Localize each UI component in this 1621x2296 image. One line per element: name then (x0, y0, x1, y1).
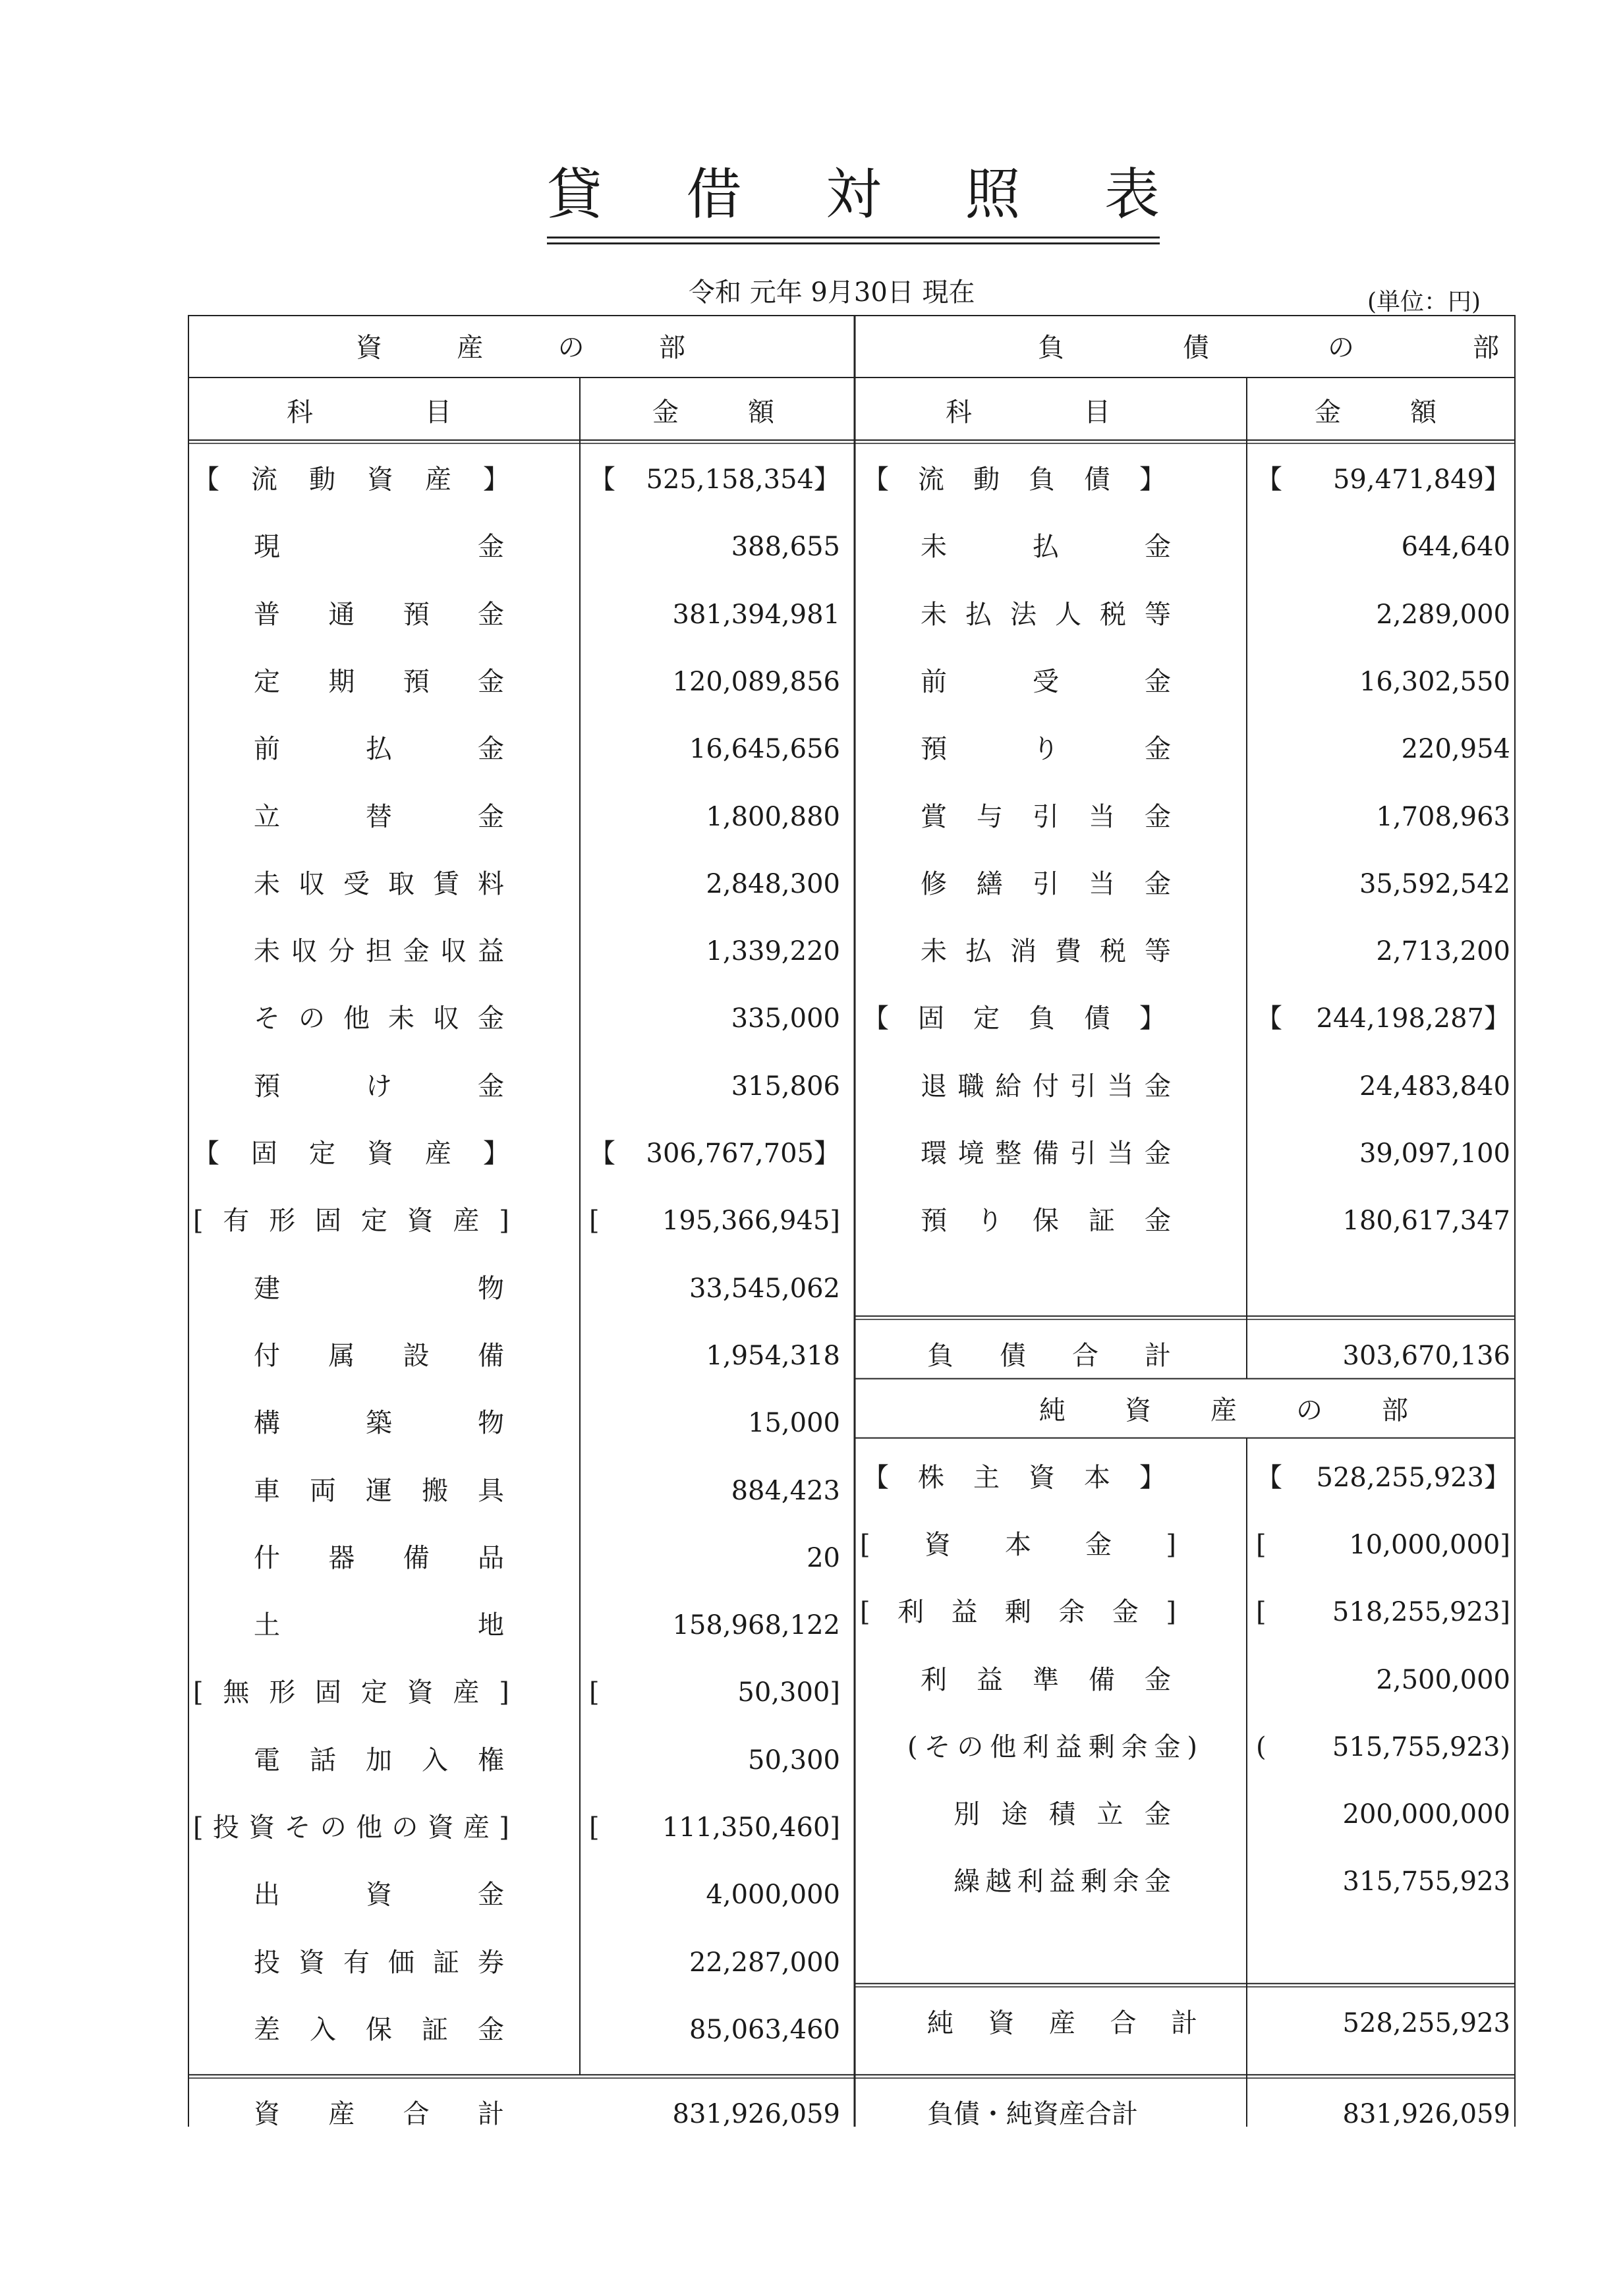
grand-total-label: 負債・純資産合計 (927, 2099, 1138, 2130)
liabilities-row-label: 前 受 金 (921, 666, 1171, 697)
assets-row-label: 【 固 定 資 産 】 (193, 1138, 509, 1169)
liabilities-row-amount: 180,617,347 (1342, 1206, 1510, 1237)
assets-row-label: 車 両 運 搬 具 (254, 1475, 504, 1506)
bracket-open: 【 (589, 1138, 615, 1169)
net-assets-total-label: 純 資 産 合 計 (927, 2007, 1197, 2038)
net_assets-row-label: 繰 越 利 益 剰 余 金 (953, 1866, 1171, 1897)
unit-label: (単位：円) (1367, 289, 1481, 316)
assets-row-label: 出 資 金 (254, 1880, 504, 1911)
liabilities-col-amount: 金 額 (1315, 397, 1436, 428)
assets-row-label: 【 流 動 資 産 】 (193, 464, 509, 495)
assets-row-amount: 20 (807, 1542, 840, 1573)
net_assets-row-label: [ 利 益 剰 余 金 ] (860, 1597, 1176, 1628)
assets-row-amount: 158,968,122 (672, 1610, 840, 1641)
assets-row-amount: 306,767,705】 (646, 1138, 840, 1169)
liabilities-row-label: 環 境 整 備 引 当 金 (921, 1138, 1171, 1169)
title-char: 借 (686, 162, 742, 227)
liabilities-row-amount: 220,954 (1401, 734, 1510, 765)
liabilities-row-label: 預 り 保 証 金 (921, 1206, 1171, 1237)
page-title (547, 150, 1160, 238)
liabilities-row-label: 【 流 動 負 債 】 (863, 464, 1166, 495)
net_assets-row-amount: 518,255,923] (1332, 1597, 1510, 1628)
assets-row-label: 構 築 物 (254, 1408, 504, 1439)
assets-row-label: 土 地 (254, 1610, 504, 1641)
net_assets-row-label: ( そ の 他 利 益 剰 余 金 ) (907, 1731, 1197, 1762)
liabilities-row-label: 未 払 金 (921, 532, 1171, 563)
assets-row-amount: 50,300] (737, 1677, 840, 1708)
liabilities-row-label: 退 職 給 付 引 当 金 (921, 1071, 1171, 1102)
liabilities-row-amount: 2,713,200 (1376, 936, 1510, 967)
assets-row-amount: 1,339,220 (706, 936, 840, 967)
assets-row-amount: 15,000 (748, 1408, 840, 1439)
assets-row-label: [ 無 形 固 定 資 産 ] (193, 1677, 509, 1708)
net_assets-row-amount: 2,500,000 (1376, 1664, 1510, 1695)
liabilities-row-label: 預 り 金 (921, 734, 1171, 765)
assets-row-amount: 2,848,300 (706, 868, 840, 899)
bracket-open: [ (589, 1677, 600, 1708)
title-char: 表 (1104, 162, 1160, 227)
assets-row-amount: 4,000,000 (706, 1880, 840, 1911)
liabilities-col-item: 科 目 (946, 397, 1110, 428)
assets-row-amount: 120,089,856 (672, 666, 840, 697)
title-char: 照 (965, 162, 1021, 227)
assets-row-label: [ 投 資 そ の 他 の 資 産 ] (193, 1812, 509, 1843)
assets-row-amount: 195,366,945] (662, 1206, 840, 1237)
net_assets-row-label: [ 資 本 金 ] (860, 1529, 1176, 1560)
assets-total-amount: 831,926,059 (672, 2099, 840, 2130)
liabilities-row-amount: 2,289,000 (1376, 599, 1510, 630)
assets-row-label: 立 替 金 (254, 801, 504, 832)
assets-row-amount: 388,655 (731, 532, 840, 563)
assets-row-amount: 884,423 (731, 1475, 840, 1506)
assets-row-amount: 22,287,000 (689, 1947, 840, 1978)
net_assets-row-label: 別 途 積 立 金 (953, 1799, 1171, 1830)
liabilities-row-label: 修 繕 引 当 金 (921, 868, 1171, 899)
bracket-open: ( (1256, 1731, 1266, 1762)
net_assets-row-amount: 10,000,000] (1349, 1529, 1510, 1560)
bracket-open: 【 (1256, 1003, 1282, 1034)
bracket-open: [ (1256, 1529, 1266, 1560)
assets-row-label: 未 収 分 担 金 収 益 (254, 936, 504, 967)
assets-row-label: [ 有 形 固 定 資 産 ] (193, 1206, 509, 1237)
assets-row-amount: 111,350,460] (662, 1812, 840, 1843)
assets-row-label: 現 金 (254, 532, 504, 563)
net_assets-row-amount: 200,000,000 (1342, 1799, 1510, 1830)
liabilities-section-header: 負 債 の 部 (1038, 333, 1499, 363)
balance-sheet-table (188, 315, 1516, 2130)
assets-row-label: 未 収 受 取 賃 料 (254, 868, 504, 899)
assets-row-label: 預 け 金 (254, 1071, 504, 1102)
title-char: 対 (825, 162, 881, 227)
assets-row-label: 差 入 保 証 金 (254, 2014, 504, 2045)
bracket-open: [ (1256, 1597, 1266, 1628)
assets-row-label: 普 通 預 金 (254, 599, 504, 630)
liabilities-row-amount: 16,302,550 (1359, 666, 1510, 697)
assets-row-amount: 525,158,354】 (646, 464, 840, 495)
assets-row-label: 建 物 (254, 1273, 504, 1304)
liabilities-row-amount: 59,471,849】 (1332, 464, 1510, 495)
assets-row-label: 付 属 設 備 (254, 1340, 504, 1371)
assets-row-amount: 335,000 (731, 1003, 840, 1034)
title-char: 貸 (547, 162, 603, 227)
bracket-open: 【 (1256, 1462, 1282, 1493)
liabilities-row-amount: 39,097,100 (1359, 1138, 1510, 1169)
bracket-open: 【 (1256, 464, 1282, 495)
liabilities-row-amount: 644,640 (1401, 532, 1510, 563)
assets-row-amount: 16,645,656 (689, 734, 840, 765)
net_assets-row-amount: 515,755,923) (1332, 1731, 1510, 1762)
liabilities-total-amount: 303,670,136 (1342, 1340, 1510, 1371)
assets-row-amount: 33,545,062 (689, 1273, 840, 1304)
bracket-open: [ (589, 1812, 600, 1843)
assets-section-header: 資 産 の 部 (356, 333, 685, 363)
liabilities-total-label: 負 債 合 計 (927, 1340, 1171, 1371)
assets-row-label: そ の 他 未 収 金 (254, 1003, 504, 1034)
assets-row-amount: 1,954,318 (706, 1340, 840, 1371)
net_assets-row-amount: 528,255,923】 (1316, 1462, 1510, 1493)
liabilities-row-amount: 1,708,963 (1376, 801, 1510, 832)
bracket-open: [ (589, 1206, 600, 1237)
net-assets-total-amount: 528,255,923 (1342, 2007, 1510, 2038)
liabilities-row-label: 【 固 定 負 債 】 (863, 1003, 1166, 1034)
net_assets-row-label: 【 株 主 資 本 】 (863, 1462, 1166, 1493)
assets-row-label: 什 器 備 品 (254, 1542, 504, 1573)
report-date: 令和 元年 9月30日 現在 (689, 277, 975, 308)
net_assets-row-label: 利 益 準 備 金 (921, 1664, 1171, 1695)
assets-row-label: 投 資 有 価 証 券 (254, 1947, 504, 1978)
liabilities-row-amount: 24,483,840 (1359, 1071, 1510, 1102)
liabilities-row-amount: 35,592,542 (1359, 868, 1510, 899)
liabilities-row-label: 賞 与 引 当 金 (921, 801, 1171, 832)
assets-row-label: 定 期 預 金 (254, 666, 504, 697)
assets-total-label: 資 産 合 計 (254, 2099, 504, 2130)
liabilities-row-label: 未 払 消 費 税 等 (921, 936, 1171, 967)
liabilities-row-label: 未 払 法 人 税 等 (921, 599, 1171, 630)
assets-row-amount: 381,394,981 (672, 599, 840, 630)
assets-col-item: 科 目 (287, 397, 451, 428)
grand-total-amount: 831,926,059 (1342, 2099, 1510, 2130)
assets-row-amount: 85,063,460 (689, 2014, 840, 2045)
assets-col-amount: 金 額 (652, 397, 774, 428)
assets-row-label: 前 払 金 (254, 734, 504, 765)
liabilities-row-amount: 244,198,287】 (1316, 1003, 1510, 1034)
net-assets-section-header: 純 資 産 の 部 (1039, 1395, 1408, 1426)
assets-row-amount: 50,300 (748, 1745, 840, 1776)
net_assets-row-amount: 315,755,923 (1342, 1866, 1510, 1897)
assets-row-amount: 1,800,880 (706, 801, 840, 832)
assets-row-label: 電 話 加 入 権 (254, 1745, 504, 1776)
bracket-open: 【 (589, 464, 615, 495)
assets-row-amount: 315,806 (731, 1071, 840, 1102)
